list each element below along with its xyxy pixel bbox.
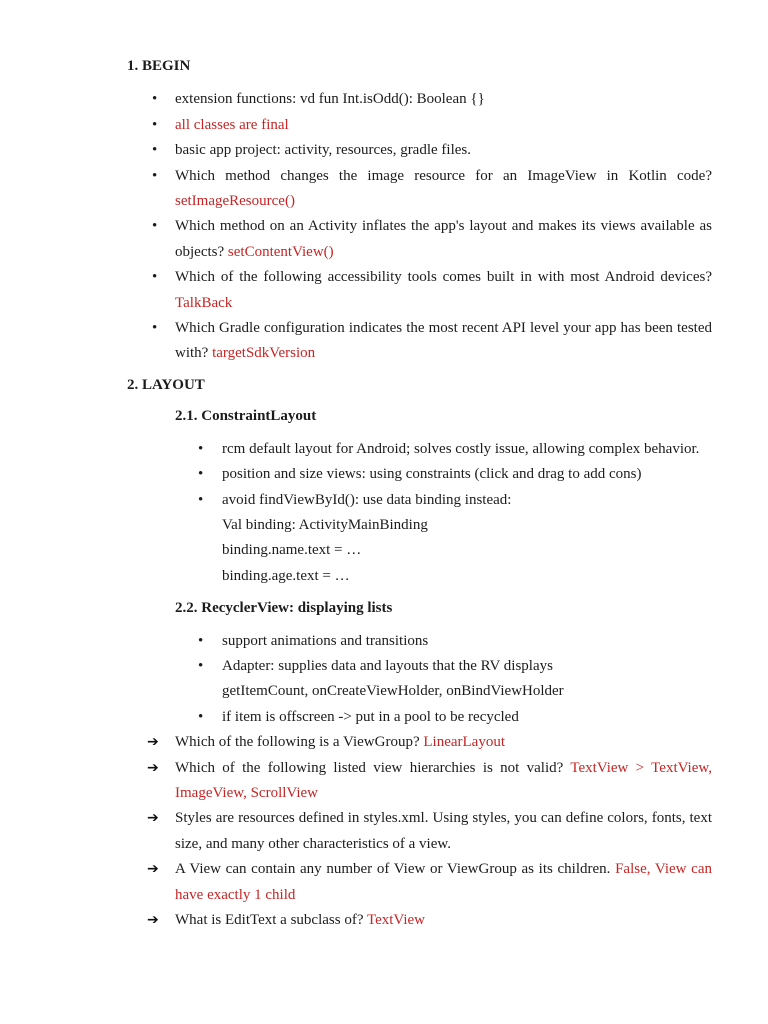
list-item	[198, 705, 712, 730]
section-heading-layout: 2. LAYOUT	[127, 376, 205, 393]
list-item	[198, 488, 712, 590]
constraint-bullet-list	[0, 437, 768, 589]
question-text: A View can contain any number of View or ViewGroup as its children.	[175, 861, 616, 878]
answer-text: TextView > TextView, ImageView, ScrollView	[175, 759, 712, 801]
item-text: Which of the following accessibility tools comes built in with most Android devices?	[175, 269, 712, 286]
list-item	[152, 316, 712, 367]
answer-text: LinearLayout	[423, 734, 505, 751]
subsection-heading-constraintlayout: 2.1. ConstraintLayout	[175, 408, 317, 425]
list-item	[152, 214, 712, 265]
bullet-icon: •	[198, 632, 204, 649]
question-text: Which of the following listed view hierarchies is not valid?	[175, 759, 571, 776]
code-line: Val binding: ActivityMainBinding	[222, 516, 428, 533]
bullet-icon: •	[152, 320, 158, 337]
item-text: Which method on an Activity inflates the app's layout and makes its views available as objects?	[175, 218, 712, 260]
bullet-icon: •	[152, 116, 158, 133]
qa-item	[147, 756, 712, 807]
question-text: What is EditText a subclass of?	[175, 912, 367, 928]
item-text: Which Gradle configuration indicates the most recent API level your app has been tested with?	[175, 320, 712, 362]
list-item	[152, 138, 712, 163]
list-item	[198, 629, 712, 654]
item-text: position and size views: using constraints (click and drag to add cons)	[222, 466, 642, 483]
bullet-icon: •	[152, 167, 158, 184]
bullet-icon: •	[152, 269, 158, 286]
arrow-icon: ➔	[147, 759, 159, 776]
list-item	[152, 87, 712, 112]
recycler-bullet-list	[0, 629, 768, 731]
section-heading-begin: 1. BEGIN	[127, 58, 191, 74]
code-line: binding.name.text = …	[222, 542, 362, 559]
bullet-icon: •	[198, 440, 204, 457]
qa-item	[147, 908, 712, 933]
item-text: basic app project: activity, resources, gradle files.	[175, 142, 471, 159]
item-text: avoid findViewById(): use data binding instead:	[222, 491, 512, 508]
subsection-heading-recyclerview: 2.2. RecyclerView: displaying lists	[175, 600, 393, 617]
item-text: support animations and transitions	[222, 632, 429, 649]
bullet-icon: •	[198, 657, 204, 674]
question-text: Which of the following is a ViewGroup?	[175, 734, 424, 751]
arrow-icon: ➔	[147, 734, 159, 751]
list-item	[198, 462, 712, 487]
bullet-icon: •	[198, 708, 204, 725]
answer-text: TextView	[366, 912, 425, 928]
item-text: extension functions: vd fun Int.isOdd(): Boolean {}	[175, 91, 485, 108]
bullet-icon: •	[152, 142, 158, 159]
qa-arrow-list	[0, 730, 768, 933]
code-line: binding.age.text = …	[222, 567, 350, 584]
arrow-icon: ➔	[147, 912, 159, 928]
item-text: Which method changes the image resource for an ImageView in Kotlin code?	[175, 167, 712, 184]
item-text: rcm default layout for Android; solves costly issue, allowing complex behavior.	[222, 440, 700, 457]
qa-item	[147, 806, 712, 857]
list-item	[152, 265, 712, 316]
item-answer: all classes are final	[175, 116, 289, 133]
bullet-icon: •	[152, 91, 158, 108]
list-item	[198, 654, 712, 705]
list-item	[198, 437, 712, 462]
bullet-icon: •	[152, 218, 158, 235]
qa-item	[147, 857, 712, 908]
item-answer: targetSdkVersion	[212, 345, 316, 362]
item-text: if item is offscreen -> put in a pool to be recycled	[222, 708, 519, 725]
bullet-icon: •	[198, 466, 204, 483]
answer-text: False, View can have exactly 1 child	[175, 861, 712, 903]
question-text: Styles are resources defined in styles.xml. Using styles, you can define colors, fonts, text size, and many other characteristics of a view.	[175, 810, 712, 852]
code-line: getItemCount, onCreateViewHolder, onBindViewHolder	[222, 683, 564, 700]
list-item	[152, 113, 712, 138]
item-answer: TalkBack	[175, 294, 233, 311]
begin-bullet-list	[0, 87, 768, 366]
list-item	[152, 164, 712, 215]
arrow-icon: ➔	[147, 810, 159, 827]
item-answer: setImageResource()	[175, 193, 295, 210]
item-text: Adapter: supplies data and layouts that the RV displays	[222, 657, 553, 674]
bullet-icon: •	[198, 491, 204, 508]
qa-item	[147, 730, 712, 755]
arrow-icon: ➔	[147, 861, 159, 878]
item-answer: setContentView()	[227, 243, 334, 260]
